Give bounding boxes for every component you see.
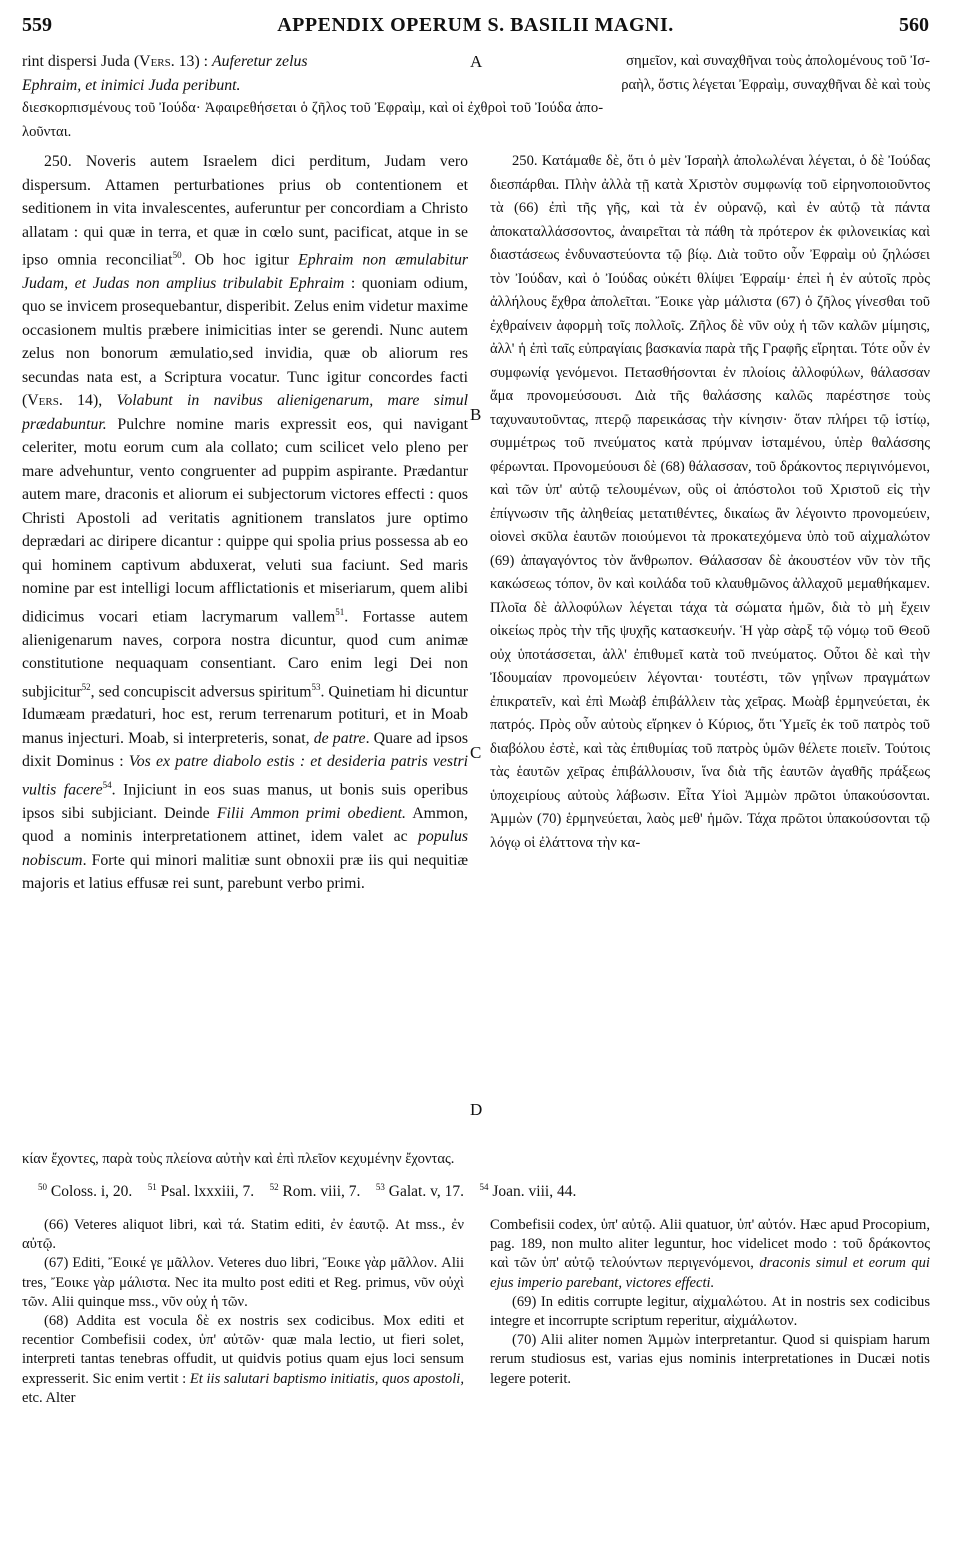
notes-left-column (22, 1216, 464, 1408)
latin-top-lines (22, 50, 468, 97)
margin-letter-a: A (470, 52, 483, 71)
page-number-right: 560 (899, 14, 929, 36)
footnote-ref-51: 51 (335, 606, 345, 617)
note-69: (69) In editis corrupte legitur, αἰχμαλώτου. At in nostris sex codicibus integre et incorrupte scriptum reperitur, αἰχμάλωτον. (490, 1293, 930, 1330)
greek-paragraph: 250. Κατάμαθε δὲ, ὅτι ὁ μὲν Ἰσραὴλ ἀπολωλέναι λέγεται, ὁ δὲ Ἰούδας διεσπάρθαι. Πλὴν ἀλλὰ τῇ κατὰ Χριστὸν συμφωνίᾳ τοῦ εἰρηνοποιοῦντος τὰ (66) ἐπὶ τῆς γῆς, καὶ τὰ ἐν οὐρανῷ, καὶ ἐν αὐτῷ τὰ πάντα ἀποκαταλλάσσοντος, ἀναιρεῖται τὰ πάθη τὰ πρότερον ἐκ φιλονεικίας καὶ διαστάσεως ἐνδυναστεύοντα τῷ βίῳ. Διὰ τοῦτο οὖν Ἐφραὶμ οὐ ζηλώσει τὸν Ἰούδαν, καὶ ὁ Ἰούδας οὐκέτι θλίψει Ἐφραίμ· ἐπεὶ ἡ ἐν αὐτοῖς πρὸς ἀλλήλους ἔχθρα ἀπολεῖται. Ἔοικε γὰρ μάλιστα (67) ὁ ζῆλος γίνεσθαι τοῦ ἐχθραίνειν ἀφορμὴ τοῖς πολλοῖς. Ζῆλος δὲ νῦν οὐχ ἡ τῶν καλῶν μίμησις, ἀλλ' ἡ ἐπὶ ταῖς εὐπραγίαις βασκανία παρὰ τῆς Γραφῆς εἴρηται. Τότε οὖν ἐν συμφωνίᾳ γενόμενοι. Πετασθήσονται ἐν πλοίοις ἀλλοφύλων, θάλασσαν ἅμα προνομεύσουσι. Διὰ τῆς θαλάσσης καλῶς παρέστησε τοὺς ταχυναυτοῦντας, πτερῷ παρεικάσας τὴν κίνησιν· ὅταν πλήρει τῷ ἱστίῳ, συμμέτρως τοῦ πνεύματος κατὰ πρύμναν ἱσταμένου, ὑπὲρ θαλάσσης φέρωνται. Προνομεύουσι δὲ (68) θάλασσαν, τοῦ δράκοντος περιγινόμενοι, καὶ τῶν ὑπ' αὐτῷ τελουμένων, οὓς οἱ ἀπόστολοι τοῦ Χριστοῦ εἰς τὴν ἐπίγνωσιν τῆς ἀληθείας μετατιθέντες, δικαίως ἂν λέγοιντο προνομεύειν, οἱονεὶ σκῦλα ἑαυτῶν ποιούμενοι τὰ προκατεχόμενα ὑπὸ τοῦ αἰχμαλώτον (69) ἀπαγαγόντος τὸν ἄνθρωπον. Θάλασσαν δὲ ἀκουστέον νῦν τὸν τῆς κακώσεως τόπον, ὃν καὶ κοιλάδα τοῦ κλαυθμῶνος ἀλλαχοῦ μεμαθήκαμεν. Πλοῖα δὲ ἀλλοφύλων λέγεται τάχα τὰ σώματα ἡμῶν, διὰ τὸ μὴ ἔχειν οἰκείως πρὸς τὴν τῆς ψυχῆς κατασκευήν. Ἡ γὰρ σὰρξ τῷ νόμῳ τοῦ Θεοῦ οὐχ ὑποτάσσεται, ἀλλ' ἐπιθυμεῖ κατὰ τοῦ πνεύματος. Οὗτοι δὲ καὶ τὴν Ἰδουμαίαν προνομεύειν λέγονται· τουτέστι, τῶν γηΐνων πραγμάτων ἐπικρατεῖν, καὶ ἐπὶ Μωὰβ ἐπιβάλλειν τὰς χεῖρας. Μωὰβ ἑρμηνεύεται, ἐκ πατρός. Πρὸς οὖν αὐτοὺς εἴρηκεν ὁ Κύριος, ὅτι Ὑμεῖς ἐκ τοῦ πατρὸς τοῦ διαβόλου ἐστὲ, καὶ τὰς ἐπιθυμίας τοῦ πατρὸς ὑμῶν θέλετε ποιεῖν. Τούτοις τὰς ἑαυτῶν χεῖρας ἐπιβάλλουσιν, ἵνα διὰ τῆς ἑαυτῶν ἀγαθῆς πράξεως ὑποχειρίους αὐτοὺς λάβωσιν. Εἶτα Υἱοὶ Ἀμμὼν πρῶτοι ὑπακούσονται. Ἀμμὼν (70) ἑρμηνεύεται, λαὸς μεθ' ἡμῶν. Τάχα πρῶτοι ὑπακούσονται τῷ λόγῳ οἱ ἐλάττονα τὴν κα- (490, 153, 930, 851)
page-number-left: 559 (22, 14, 52, 36)
greek-column (490, 150, 930, 855)
full-width-line-1: διεσκορπισμένους τοῦ Ἰούδα· Ἀφαιρεθήσεται ὁ ζῆλος τοῦ Ἐφραὶμ, καὶ οἱ ἐχθροὶ τοῦ Ἰούδα ἀπο- (22, 100, 604, 116)
margin-letter-b: B (470, 405, 482, 424)
ref-52: $^{52}$ Rom. viii, 7. (269, 1182, 361, 1201)
greek-top-line-2: ραὴλ, ὅστις λέγεται Ἐφραὶμ, συναχθῆναι δὲ καὶ τοὺς (621, 76, 930, 93)
note-68-continued: Combefisii codex, ὑπ' αὐτῷ. Alii quatuor, ὑπ' αὐτόν. Hæc apud Procopium, pag. 189, non multo aliter leguntur, hoc videlicet modo : τοῦ δράκοντος καὶ τῶν ὑπ' αὐτῷ τελούντων περιγενόμενοι, draconis simul et eorum qui ejus imperio parebant, victores effecti. (490, 1217, 930, 1291)
footnote-ref-53: 53 (311, 681, 321, 692)
latin-top-line-1: rint dispersi Juda (Vers. 13) : Auferetur zelus (22, 53, 308, 70)
note-66: (66) Veteres aliquot libri, καὶ τά. Statim editi, ἐν ἑαυτῷ. At mss., ἐν αὐτῷ. (22, 1217, 464, 1253)
margin-letter-d: D (470, 1100, 483, 1119)
footnote-ref-54: 54 (102, 779, 112, 790)
greek-top-line-1: σημεῖον, καὶ συναχθῆναι τοὺς ἀπολομένους τοῦ Ἰσ- (626, 53, 930, 69)
margin-letter-c: C (470, 743, 482, 762)
latin-paragraph: 250. Noveris autem Israelem dici perditum, Judam vero dispersum. Attamen perturbationes prius ob contentionem et seditionem in vita invalescentes, auferuntur per concordiam a Christo allatam : qui quæ in terra, et quæ in cœlo sunt, pacificat, atque in se ipso omnia reconciliat$^{50}$. Ob hoc igitur Ephraim non æmulabitur Judam, et Judas non amplius tribulabit Ephraim : quoniam odium, quo se invicem prosequebantur, disperibit. Zelus enim videtur maxime occasionem multis præbere inimicitias inter se gerendi. Nunc autem zelus non bonorum æmulatio,sed invidia, quæ ob aliorum res secundas nata est, a Scriptura vocatur. Tunc igitur concordes facti (Vers. 14), Volabunt in navibus alienigenarum, mare simul prædabuntur. Pulchre nomine maris expressit eos, qui navigant celeriter, motu eorum cum ala collato; cum scilicet velo pleno per mare advehuntur, vento congruenter ad puppim aspirante. Prædantur autem mare, draconis et aliorum ei subjectorum victores effecti : quos Christi Apostoli ad veritatis agnitionem translatos jure optimo deprædari ac diripere dicantur : quippe qui spolia prius possessa ab eo qui hominem captivum abduxerat, veluti sua faciunt. Sed maris nomine par est intelligi locum afflictationis et miseriarum, quem alibi didicimus vocari etiam lacrymarum vallem$^{51}$. Fortasse autem alienigenarum naves, corpora nostra dicuntur, quod cum animæ constitutione nequaquam consentiant. Caro enim legi Dei non subjicitur$^{52}$, sed concupiscit adversus spiritum$^{53}$. Quinetiam hi dicuntur Idumæam prædaturi, hoc est, rerum terrenarum potituri, et in Moab manus injecturi. Moab, si interpreteris, sonat, de patre. Quare ad ipsos dixit Dominus : Vos ex patre diabolo estis : et desideria patris vestri vultis facere$^{54}$. Injiciunt in eos suas manus, ut bonis suis operibus ipsos sibi subjiciant. Deinde Filii Ammon primi obedient. Ammon, quod a nominis interpretationem attinet, idem valet ac populus nobiscum. Forte qui minori malitiæ sunt obnoxii præ iis qui nequitiæ majoris et latius effusæ rei sunt, parebunt verbo primi. (22, 153, 469, 893)
ref-54: $^{54}$ Joan. viii, 44. (479, 1182, 577, 1201)
full-width-bottom-line: κίαν ἔχοντες, παρὰ τοὺς πλείονα αὐτὴν καὶ ἐπὶ πλεῖον κεχυμένην ἔχοντας. (22, 1151, 455, 1167)
note-67: (67) Editi, Ἔοικέ γε μᾶλλον. Veteres duo libri, Ἔοικε γὰρ μᾶλλον. Alii tres, Ἔοικε γὰρ μάλιστα. Nec ita multo post editi et Reg. primus, νῦν οὐχὶ τῶν. Alii quinque mss., νῦν οὐχ ἡ τῶν. (22, 1255, 464, 1310)
ref-53: $^{53}$ Galat. v, 17. (375, 1182, 464, 1201)
note-70: (70) Alii aliter nomen Ἀμμὼν interpretantur. Quod si quispiam harum rerum studiosus est, varias ejus nominis interpretationes in Ducæi notis legere poterit. (490, 1332, 930, 1387)
latin-top-line-2: Ephraim, et inimici Juda peribunt. (22, 76, 241, 94)
latin-column (22, 150, 468, 896)
full-width-line-2: λοῦνται. (22, 123, 72, 140)
greek-top-lines (490, 50, 930, 97)
running-title: APPENDIX OPERUM S. BASILII MAGNI. (277, 14, 674, 36)
ref-50: $^{50}$ Coloss. i, 20. (38, 1182, 133, 1201)
running-header (22, 14, 929, 40)
note-68: (68) Addita est vocula δὲ ex nostris sex codicibus. Mox editi et recentior Combefisii codex, ὑπ' αὐτῶν· quæ mala lectio, ut fieri solet, interpreti tantas tenebras offudit, ut quidvis potius quam ejus loci sensum expresserit. Sic enim vertit : Et iis salutari baptismo initiatis, quos apostoli, etc. Alter (22, 1313, 464, 1406)
full-width-top (22, 97, 930, 144)
notes-right-column (490, 1216, 930, 1389)
footnote-ref-50: 50 (172, 250, 182, 260)
footnote-ref-52: 52 (81, 681, 91, 692)
ref-51: $^{51}$ Psal. lxxxiii, 7. (147, 1182, 255, 1201)
scripture-references (38, 1182, 918, 1201)
